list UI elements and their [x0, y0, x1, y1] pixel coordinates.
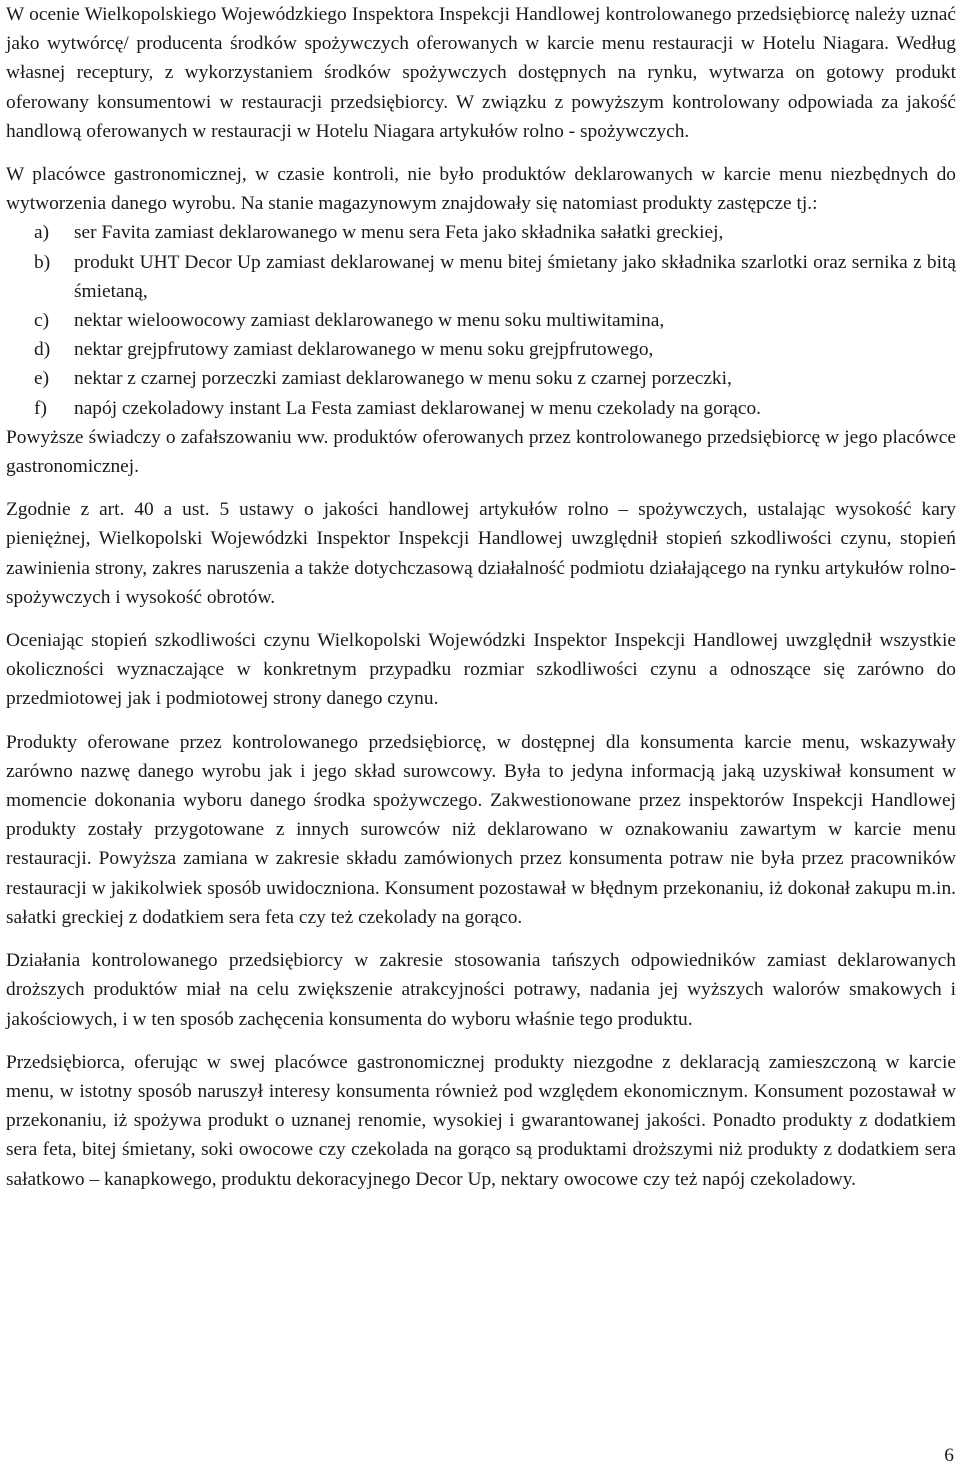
list-item-text: napój czekoladowy instant La Festa zamiast deklarowanej w menu czekolady na gorąco.: [74, 397, 762, 419]
page-number: 6: [944, 1445, 954, 1466]
paragraph-producer-assessment: W ocenie Wielkopolskiego Wojewódzkiego Inspektora Inspekcji Handlowej kontrolowanego przedsiębiorcę należy uznać jako wytwórcę/ producenta środków spożywczych oferowanych w karcie menu restauracji w Hotelu Niagara. Według własnej receptury, z wykorzystaniem środków spożywczych dostępnych na rynku, wytwarza on gotowy produkt oferowany konsumentowi w restauracji przedsiębiorcy. W związku z powyższym kontrolowany odpowiada za jakość handlową oferowanych w restauracji w Hotelu Niagara artykułów rolno - spożywczych.: [6, 4, 956, 142]
paragraph-consumer-interests: Przedsiębiorca, oferując w swej placówce gastronomicznej produkty niezgodne z deklaracją zamieszczoną w karcie menu, w istotny sposób naruszył interesy konsumenta również pod względem ekonomicznym. Konsument pozostawał w przekonaniu, iż spożywa produkt o uznanej renomie, wysokiej i gwarantowanej jakości. Ponadto produkty z dodatkiem sera feta, bitej śmietany, soki owocowe czy czekolada na gorąco są produktami droższymi niż produkty z dodatkiem sera sałatkowo – kanapkowego, produktu dekoracyjnego Decor Up, nektary owocowe czy też napój czekoladowy.: [6, 1051, 956, 1190]
list-item-text: produkt UHT Decor Up zamiast deklarowanej w menu bitej śmietany jako składnika szarlotki oraz sernika z bitą śmietaną,: [74, 251, 956, 302]
paragraph-penalty-basis: Zgodnie z art. 40 a ust. 5 ustawy o jakości handlowej artykułów rolno – spożywczych, ustalając wysokość kary pieniężnej, Wielkopolski Wojewódzki Inspektor Inspekcji Handlowej uwzględnił stopień szkodliwości czynu, stopień zawinienia strony, zakres naruszenia a także dotychczasową działalność podmiotu działającego na rynku artykułów rolno- spożywczych i wysokość obrotów.: [6, 499, 956, 608]
list-item: [6, 218, 956, 247]
list-item: [6, 364, 956, 393]
list-marker: a): [34, 222, 50, 244]
list-item: [6, 394, 956, 423]
list-item: [6, 248, 956, 306]
list-item-text: nektar z czarnej porzeczki zamiast deklarowanego w menu soku z czarnej porzeczki,: [74, 368, 732, 390]
list-marker: c): [34, 310, 50, 332]
list-item: [6, 306, 956, 335]
paragraph-harmfulness: Oceniając stopień szkodliwości czynu Wielkopolski Wojewódzki Inspektor Inspekcji Handlowej uwzględnił wszystkie okoliczności wyznaczające w konkretnym przypadku rozmiar szkodliwości czynu a odnoszące się zarówno do przedmiotowej jak i podmiotowej strony danego czynu.: [6, 630, 956, 710]
list-marker: e): [34, 368, 50, 390]
document-page: [6, 0, 956, 1194]
paragraph-adulteration: Powyższe świadczy o zafałszowaniu ww. produktów oferowanych przez kontrolowanego przedsiębiorcę w jego placówce gastronomicznej.: [6, 426, 956, 478]
list-item-text: nektar wieloowocowy zamiast deklarowanego w menu soku multiwitamina,: [74, 310, 665, 332]
list-item-text: nektar grejpfrutowy zamiast deklarowanego w menu soku grejpfrutowego,: [74, 339, 654, 361]
list-marker: d): [34, 339, 51, 361]
list-item-text: ser Favita zamiast deklarowanego w menu sera Feta jako składnika sałatki greckiej,: [74, 222, 724, 244]
list-item: [6, 335, 956, 364]
list-marker: f): [34, 397, 47, 419]
paragraph-substitute-products: W placówce gastronomicznej, w czasie kontroli, nie było produktów deklarowanych w karcie menu niezbędnych do wytworzenia danego wyrobu. Na stanie magazynowym znajdowały się natomiast produkty zastępcze tj.:: [6, 164, 956, 215]
paragraph-menu-information: Produkty oferowane przez kontrolowanego przedsiębiorcę, w dostępnej dla konsumenta karcie menu, wskazywały zarówno nazwę danego wyrobu jak i jego skład surowcowy. Była to jedyna informacją jaką uzyskiwał konsument w momencie dokonania wyboru danego środka spożywczego. Zakwestionowane przez inspektorów Inspekcji Handlowej produkty zostały przygotowane z innych surowców niż deklarowano w oznakowaniu zawartym w karcie menu restauracji. Powyższa zamiana w zakresie składu zamówionych przez konsumenta potraw nie była przez pracowników restauracji w jakikolwiek sposób uwidoczniona. Konsument pozostawał w błędnym przekonaniu, iż dokonał zakupu m.in. sałatki greckiej z dodatkiem sera feta czy też czekolady na gorąco.: [6, 731, 956, 928]
substitute-products-list: [6, 218, 956, 422]
paragraph-cheaper-substitutes: Działania kontrolowanego przedsiębiorcy w zakresie stosowania tańszych odpowiedników zamiast deklarowanych droższych produktów miał na celu zwiększenie atrakcyjności potrawy, nadania jej wyższych walorów smakowych i jakościowych, i w ten sposób zachęcenia konsumenta do wyboru właśnie tego produktu.: [6, 950, 956, 1030]
list-marker: b): [34, 251, 51, 273]
